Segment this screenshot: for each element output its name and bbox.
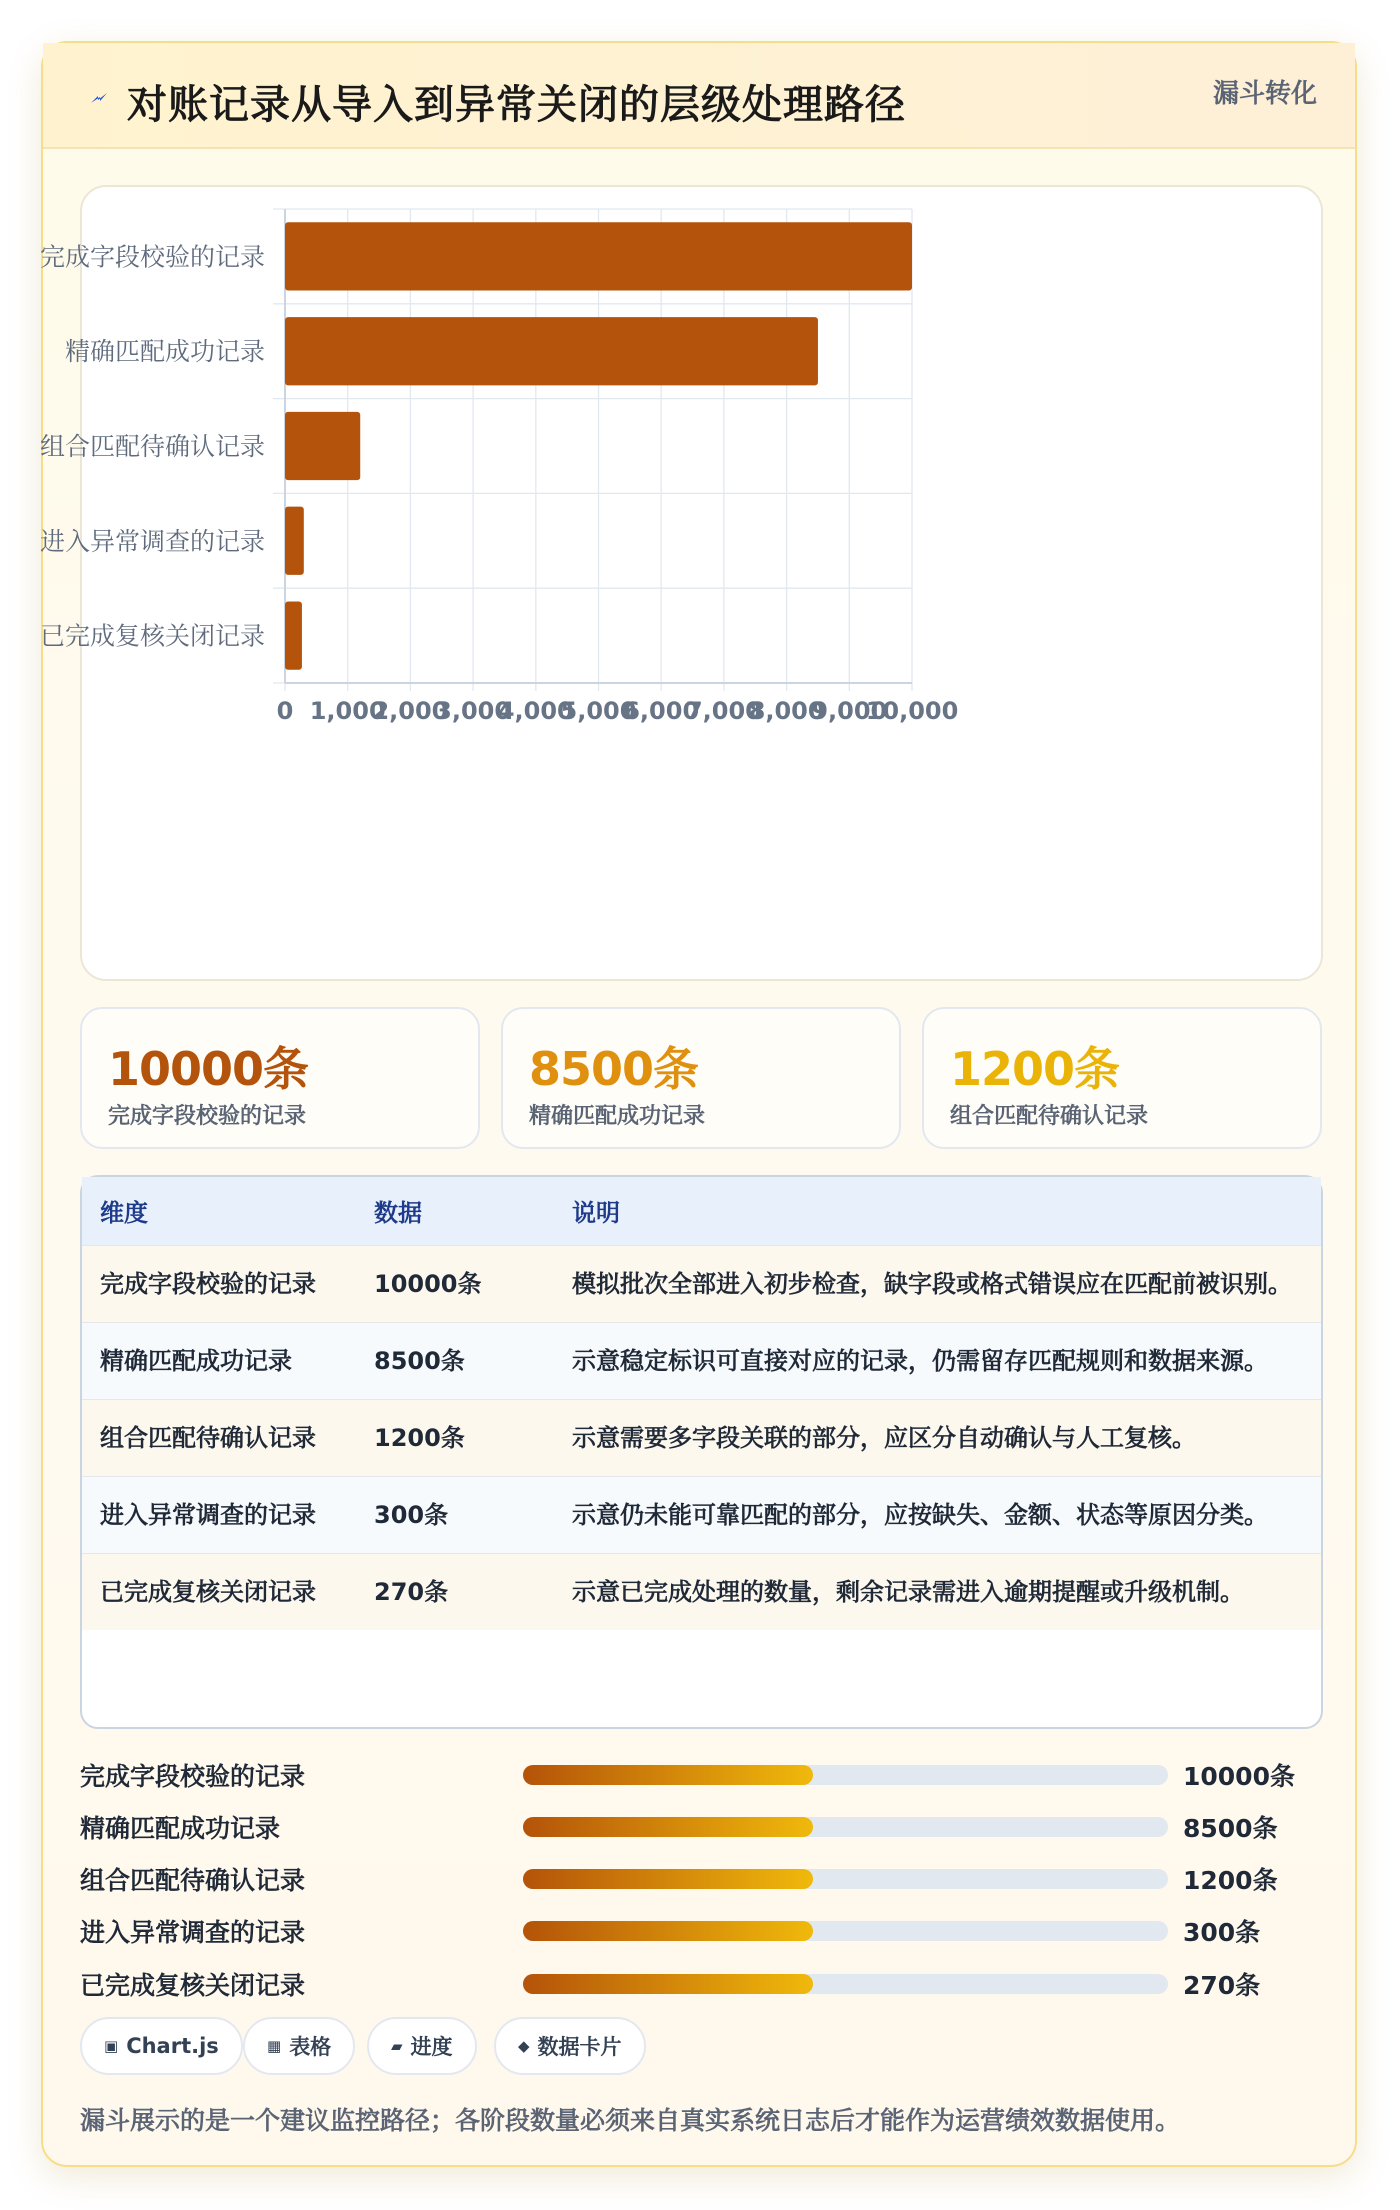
y-category-label: 已完成复核关闭记录 — [39, 621, 265, 651]
chip-table[interactable] — [243, 2017, 355, 2075]
diamond-icon: ◆ — [518, 2037, 530, 2055]
stat-value: 8500条 — [529, 1042, 699, 1096]
table-header-row — [82, 1177, 1321, 1245]
data-table — [80, 1175, 1323, 1729]
progress-track — [523, 1974, 1168, 1994]
column-header-dimension: 维度 — [100, 1199, 148, 1228]
x-tick-label: 10,000 — [865, 697, 959, 725]
y-category-label: 精确匹配成功记录 — [64, 337, 265, 367]
cell-description: 示意仍未能可靠匹配的部分，应按缺失、金额、状态等原因分类。 — [554, 1476, 1321, 1553]
chart-icon: ▣ — [104, 2037, 119, 2055]
page-title: 对账记录从导入到异常关闭的层级处理路径 — [127, 82, 906, 128]
table-icon: ▦ — [267, 2037, 282, 2055]
bar-chart-svg — [39, 187, 1325, 983]
footnote: 漏斗展示的是一个建议监控路径；各阶段数量必须来自真实系统日志后才能作为运营绩效数据使用。 — [80, 2106, 1181, 2135]
report-card — [41, 41, 1357, 2167]
x-tick-label: 1,000 — [309, 697, 386, 725]
table-row — [82, 1553, 1321, 1630]
progress-value: 300条 — [1183, 1918, 1261, 1947]
progress-fill — [523, 1765, 813, 1785]
progress-value: 270条 — [1183, 1971, 1261, 2000]
x-tick-label: 0 — [276, 697, 294, 725]
progress-row — [80, 1909, 1323, 1949]
column-header-description: 说明 — [572, 1199, 620, 1228]
x-tick-label: 9,000 — [811, 697, 888, 725]
cell-data: 300条 — [356, 1476, 554, 1553]
table-row — [82, 1399, 1321, 1476]
cell-dimension: 精确匹配成功记录 — [82, 1322, 356, 1399]
x-tick-label: 6,000 — [623, 697, 700, 725]
cell-data: 1200条 — [356, 1399, 554, 1476]
x-tick-label: 7,000 — [685, 697, 762, 725]
bar — [285, 507, 304, 575]
progress-icon: ▰ — [391, 2037, 403, 2055]
cell-data: 10000条 — [356, 1245, 554, 1322]
stat-label: 组合匹配待确认记录 — [950, 1104, 1149, 1129]
stat-card-validated — [80, 1007, 480, 1149]
progress-label: 进入异常调查的记录 — [80, 1918, 306, 1947]
bar — [285, 412, 360, 480]
progress-track — [523, 1869, 1168, 1889]
chart-type-tag: 漏斗转化 — [1212, 79, 1317, 109]
table-row — [82, 1476, 1321, 1553]
cell-data: 8500条 — [356, 1322, 554, 1399]
progress-value: 10000条 — [1183, 1762, 1295, 1791]
stat-label: 精确匹配成功记录 — [529, 1104, 706, 1129]
progress-value: 8500条 — [1183, 1814, 1278, 1843]
x-tick-label: 3,000 — [435, 697, 512, 725]
cell-description: 示意需要多字段关联的部分，应区分自动确认与人工复核。 — [554, 1399, 1321, 1476]
y-category-label: 完成字段校验的记录 — [39, 242, 265, 272]
progress-label: 完成字段校验的记录 — [80, 1762, 306, 1791]
stat-value: 1200条 — [950, 1042, 1120, 1096]
chip-label: Chart.js — [126, 2034, 219, 2058]
stat-label: 完成字段校验的记录 — [108, 1104, 307, 1129]
bar — [285, 222, 912, 290]
cell-dimension: 进入异常调查的记录 — [82, 1476, 356, 1553]
progress-track — [523, 1817, 1168, 1837]
chip-label: 进度 — [410, 2035, 453, 2059]
cell-description: 示意已完成处理的数量，剩余记录需进入逾期提醒或升级机制。 — [554, 1553, 1321, 1630]
cell-description: 模拟批次全部进入初步检查，缺字段或格式错误应在匹配前被识别。 — [554, 1245, 1321, 1322]
cell-dimension: 完成字段校验的记录 — [82, 1245, 356, 1322]
y-category-label: 进入异常调查的记录 — [39, 526, 265, 556]
progress-row — [80, 1805, 1323, 1845]
progress-label: 精确匹配成功记录 — [80, 1814, 281, 1843]
chip-progress[interactable] — [367, 2017, 477, 2075]
y-category-label: 组合匹配待确认记录 — [39, 432, 265, 461]
progress-fill — [523, 1921, 813, 1941]
progress-label: 组合匹配待确认记录 — [80, 1866, 306, 1895]
bar — [285, 317, 818, 385]
cell-dimension: 已完成复核关闭记录 — [82, 1553, 356, 1630]
x-tick-label: 4,000 — [497, 697, 574, 725]
cell-data: 270条 — [356, 1553, 554, 1630]
chip-data-cards[interactable] — [494, 2017, 646, 2075]
table-row — [82, 1322, 1321, 1399]
stat-card-combined-match — [922, 1007, 1322, 1149]
stat-value: 10000条 — [108, 1042, 309, 1096]
stat-card-exact-match — [501, 1007, 901, 1149]
progress-fill — [523, 1974, 813, 1994]
lightning-icon — [87, 87, 111, 111]
progress-row — [80, 1962, 1323, 2002]
table-row — [82, 1245, 1321, 1322]
chip-label: 数据卡片 — [537, 2035, 622, 2059]
chip-chartjs[interactable] — [80, 2017, 243, 2075]
progress-label: 已完成复核关闭记录 — [80, 1971, 306, 2000]
chip-label: 表格 — [289, 2035, 332, 2059]
bar — [285, 601, 302, 669]
progress-row — [80, 1857, 1323, 1897]
progress-fill — [523, 1869, 813, 1889]
column-header-data: 数据 — [374, 1199, 422, 1228]
progress-fill — [523, 1817, 813, 1837]
card-header — [43, 43, 1355, 149]
x-tick-label: 5,000 — [560, 697, 637, 725]
cell-description: 示意稳定标识可直接对应的记录，仍需留存匹配规则和数据来源。 — [554, 1322, 1321, 1399]
bar-chart — [39, 185, 1323, 981]
cell-dimension: 组合匹配待确认记录 — [82, 1399, 356, 1476]
progress-row — [80, 1753, 1323, 1793]
x-tick-label: 8,000 — [748, 697, 825, 725]
progress-track — [523, 1765, 1168, 1785]
x-tick-label: 2,000 — [372, 697, 449, 725]
progress-value: 1200条 — [1183, 1866, 1278, 1895]
progress-track — [523, 1921, 1168, 1941]
